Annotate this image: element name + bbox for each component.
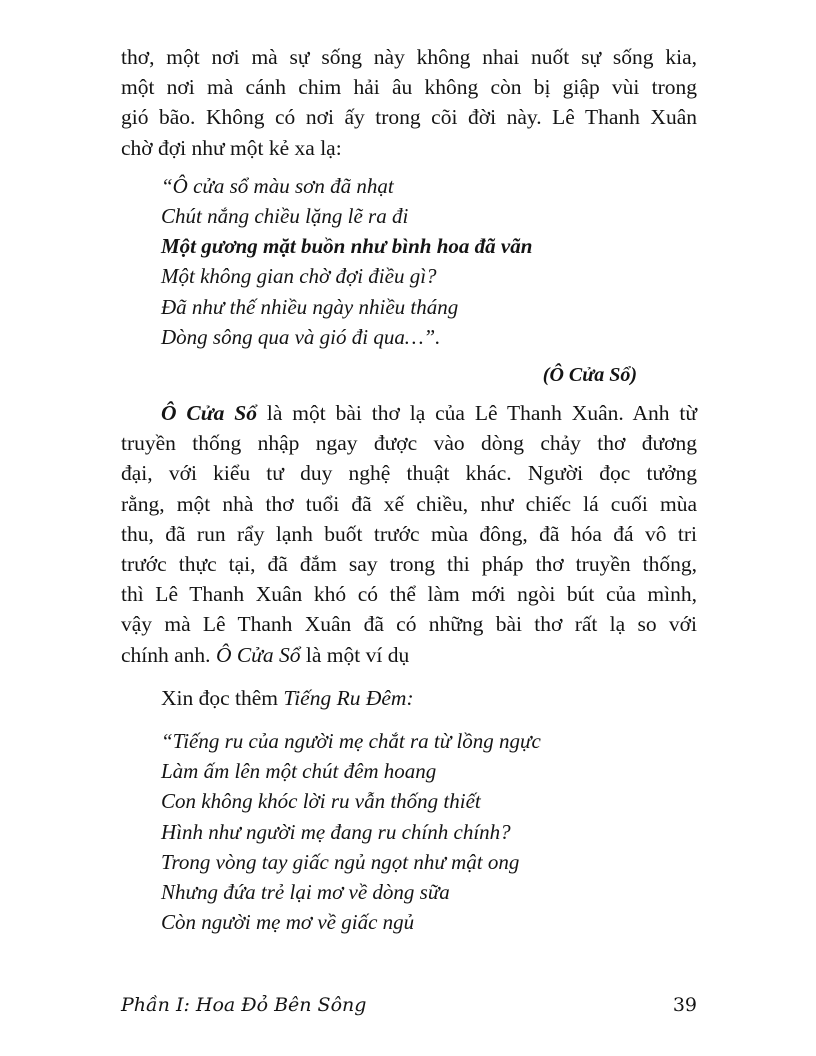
poem-line: Chút nắng chiều lặng lẽ ra đi	[161, 204, 409, 229]
paragraph-continuation	[121, 42, 697, 163]
text-line	[121, 683, 697, 713]
poem-line: Làm ấm lên một chút đêm hoang	[161, 759, 437, 784]
poem-line: Hình như người mẹ đang ru chính chính?	[161, 819, 511, 844]
text-span: chính anh.	[121, 642, 216, 667]
poem-line: Con không khóc lời ru vẫn thống thiết	[161, 789, 481, 814]
text-line: một nơi mà cánh chim hải âu không còn bị giập vùi trong	[121, 75, 697, 100]
book-page	[121, 42, 697, 937]
text-line: thu, đã run rẩy lạnh buốt trước mùa đông, đã hóa đá vô tri	[121, 521, 697, 546]
poem-line: Một gương mặt buồn như bình hoa đã vãn	[161, 234, 533, 259]
text-line: chờ đợi như một kẻ xa lạ:	[121, 135, 342, 160]
title-reference: Ô Cửa Sổ	[161, 401, 257, 426]
page-number: 39	[672, 994, 697, 1016]
text-span: là một ví dụ	[300, 642, 410, 667]
poem-tieng-ru-dem	[121, 726, 697, 937]
poem-attribution: (Ô Cửa Sổ)	[542, 364, 637, 387]
text-span: Xin đọc thêm	[161, 685, 284, 710]
text-line: rằng, một nhà thơ tuổi đã xế chiều, như chiếc lá cuối mùa	[121, 491, 697, 516]
text-line: trước thực tại, đã đắm say trong thi pháp thơ truyền thống,	[121, 552, 697, 577]
paragraph-intro	[121, 683, 697, 713]
title-reference: Tiếng Ru Đêm:	[283, 685, 414, 710]
poem-line: Trong vòng tay giấc ngủ ngọt như mật ong	[161, 849, 520, 874]
text-line: vậy mà Lê Thanh Xuân đã có những bài thơ rất lạ so với	[121, 612, 697, 637]
page-footer	[121, 994, 697, 1016]
text-line: đại, với kiểu tư duy nghệ thuật khác. Người đọc tưởng	[121, 461, 697, 486]
poem-line: “Tiếng ru của người mẹ chắt ra từ lồng ngực	[161, 729, 541, 754]
text-span: là một bài thơ lạ của Lê Thanh Xuân. Anh từ	[256, 401, 697, 426]
text-line	[121, 640, 697, 670]
text-line: truyền thống nhập ngay được vào dòng chảy thơ đương	[121, 431, 697, 456]
poem-line: “Ô cửa sổ màu sơn đã nhạt	[161, 173, 394, 198]
running-title: Phần I: Hoa Đỏ Bên Sông	[121, 994, 367, 1016]
text-line	[121, 398, 697, 428]
poem-o-cua-so	[121, 171, 697, 352]
poem-line: Nhưng đứa trẻ lại mơ về dòng sữa	[161, 880, 450, 905]
paragraph-analysis	[121, 398, 697, 670]
poem-line: Một không gian chờ đợi điều gì?	[161, 264, 437, 289]
text-line: thì Lê Thanh Xuân khó có thể làm mới ngòi bút của mình,	[121, 582, 697, 607]
text-line: gió bão. Không có nơi ấy trong cõi đời này. Lê Thanh Xuân	[121, 105, 697, 130]
poem-line: Dòng sông qua và gió đi qua…”.	[161, 324, 441, 349]
poem-line: Còn người mẹ mơ về giấc ngủ	[161, 910, 415, 935]
title-reference: Ô Cửa Sổ	[215, 642, 301, 667]
text-line: thơ, một nơi mà sự sống này không nhai nuốt sự sống kia,	[121, 45, 697, 69]
poem-line: Đã như thế nhiều ngày nhiều tháng	[161, 294, 459, 319]
